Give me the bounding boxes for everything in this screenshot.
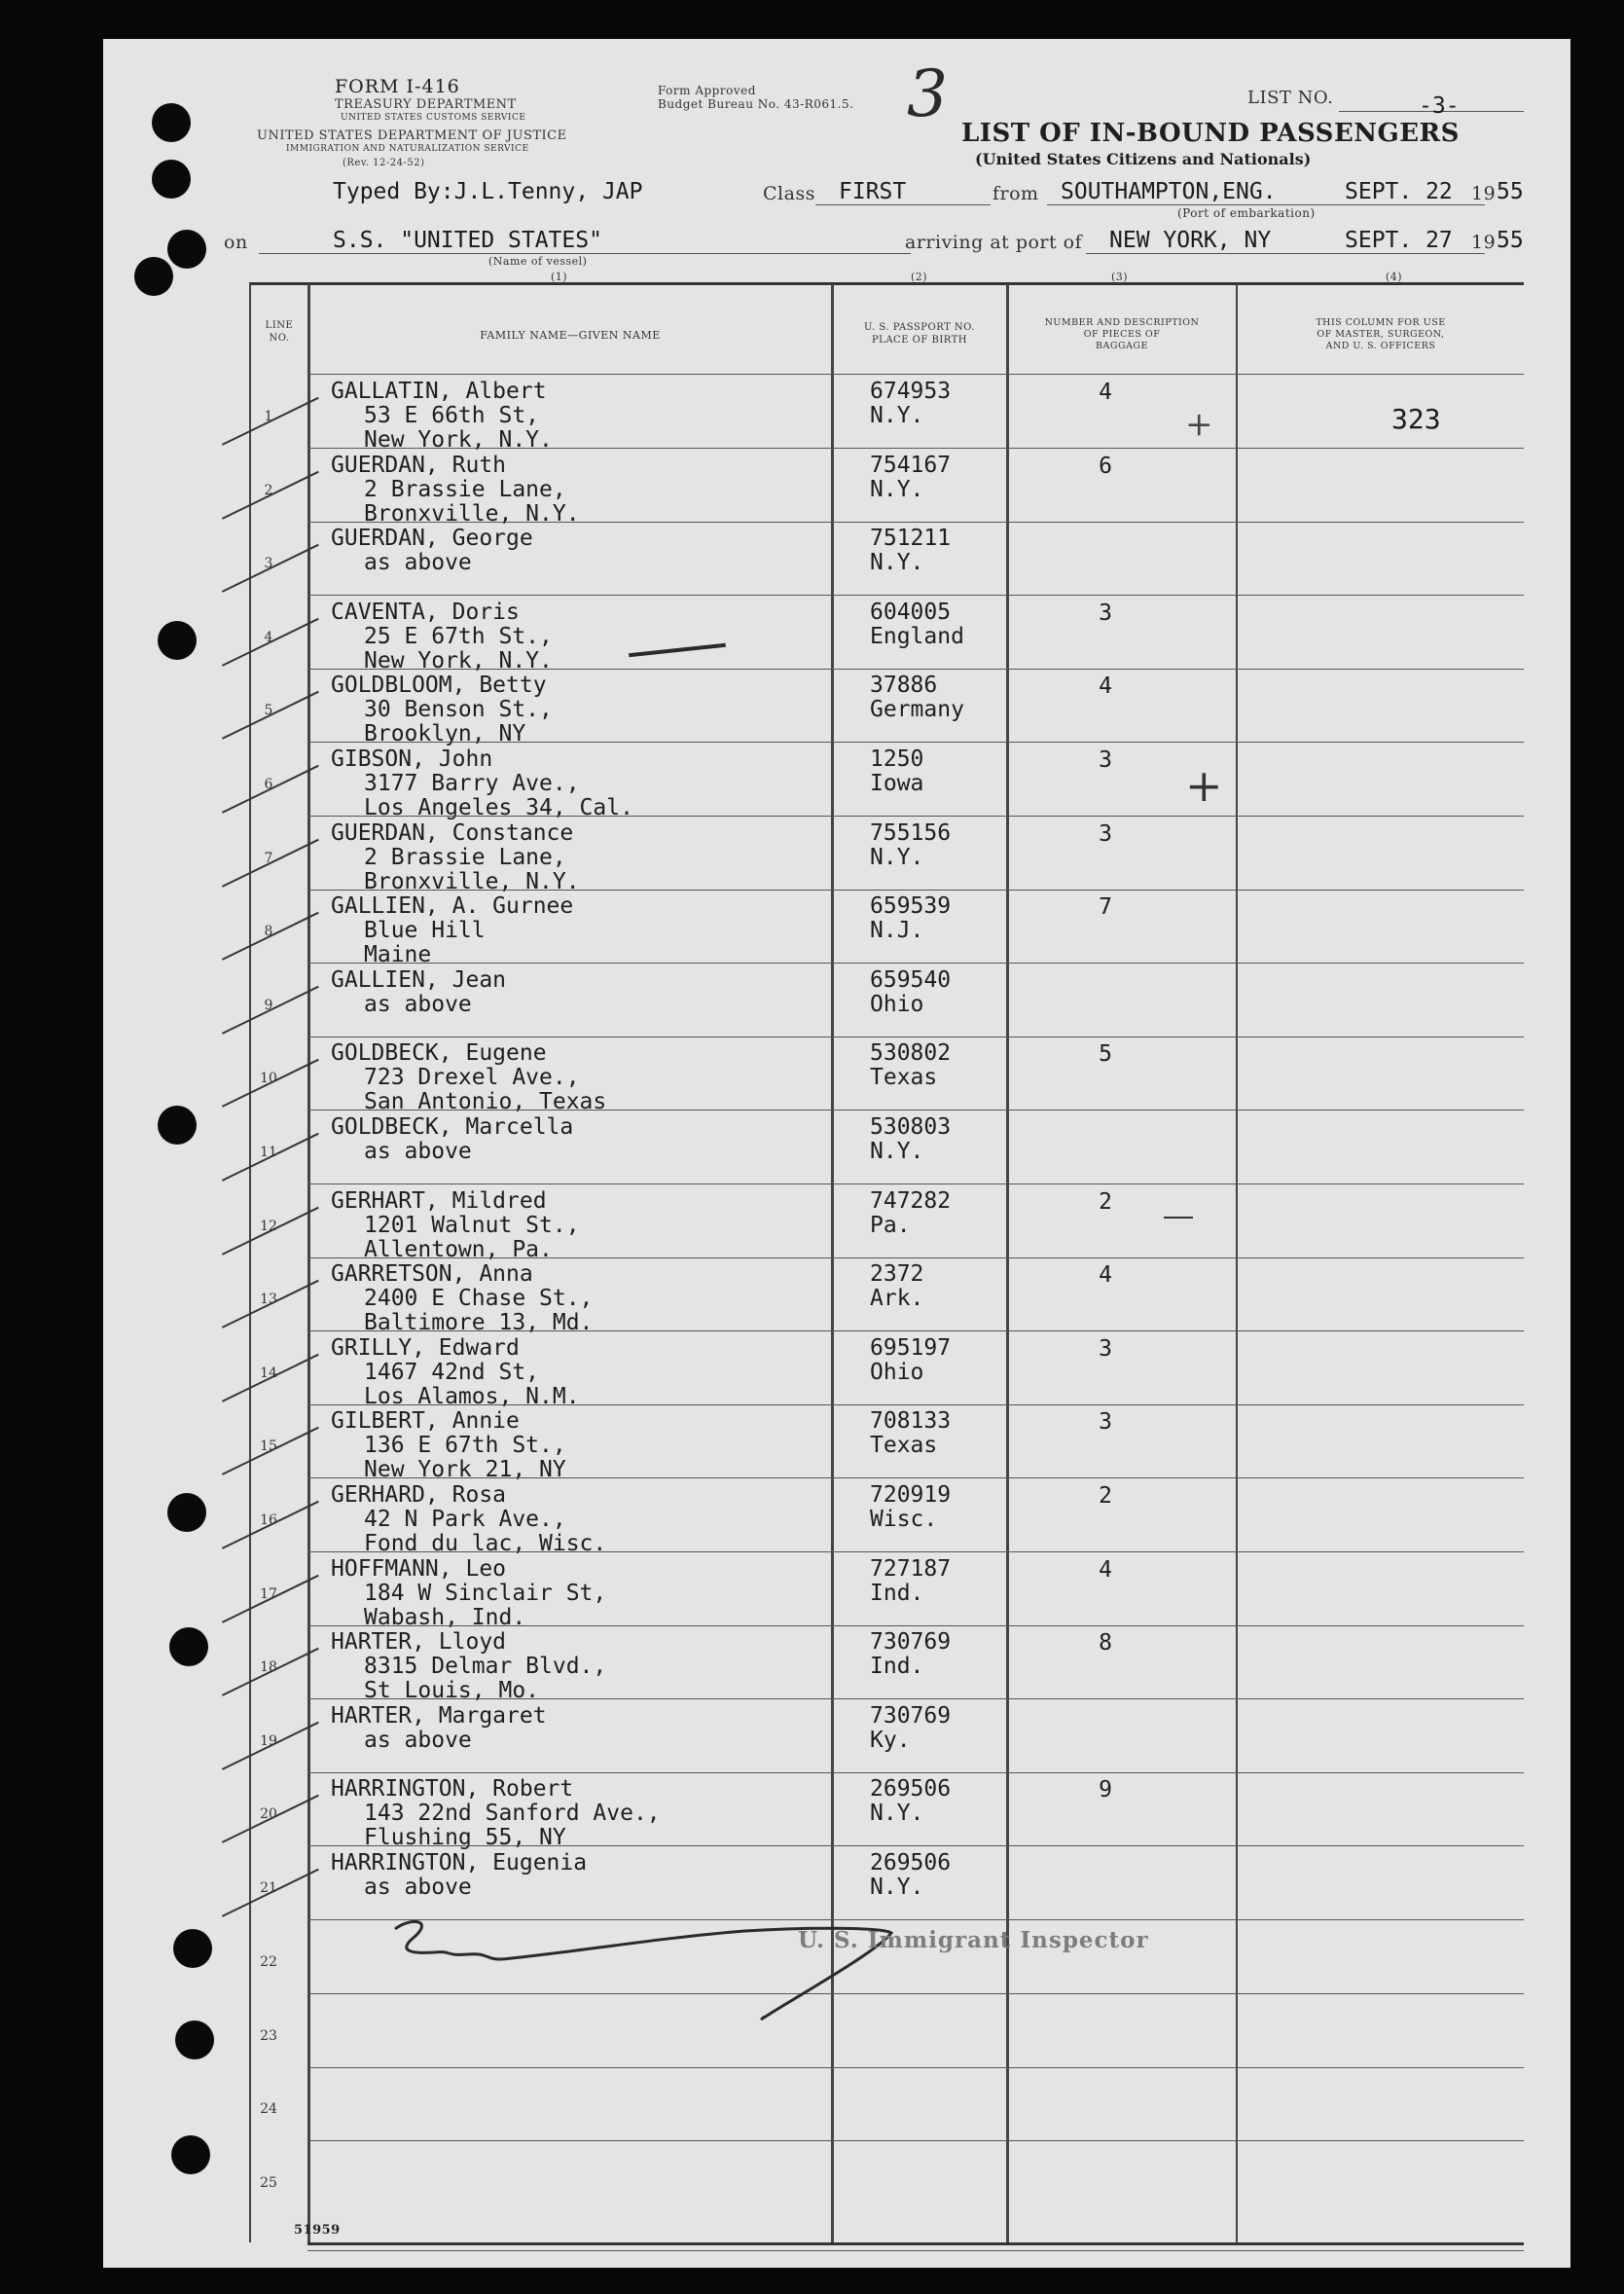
passenger-name: GERHARD, Rosa [331,1482,507,1508]
passenger-address-2: San Antonio, Texas [364,1089,607,1114]
passenger-name: GALLIEN, A. Gurnee [331,893,574,919]
passport-number: 727187 [870,1556,952,1582]
column-ref-4: (4) [1386,271,1403,283]
passport-number: 730769 [870,1703,952,1729]
baggage-count: 2 [1099,1189,1112,1215]
passenger-address-2: Bronxville, N.Y. [364,501,580,527]
baggage-count: 3 [1099,747,1112,773]
passenger-entry [331,1409,566,1482]
from-year: 55 [1497,179,1524,204]
table-row [103,889,1570,967]
check-mark [222,986,319,1035]
passenger-address-1: as above [364,1139,472,1164]
passport-entry [870,747,923,796]
passenger-name: GALLATIN, Albert [331,379,547,404]
customs-service: UNITED STATES CUSTOMS SERVICE [341,113,526,123]
passenger-entry [331,1483,606,1556]
table-row [103,1183,1570,1262]
passport-number: 747282 [870,1188,952,1214]
list-no-label: LIST NO. [1247,88,1334,108]
table-row [103,668,1570,746]
place-of-birth: Ind. [870,1581,924,1606]
passenger-entry [331,527,533,575]
baggage-count: 8 [1099,1630,1112,1656]
passenger-entry [331,1704,547,1753]
table-row [103,1771,1570,1850]
baggage-count: 5 [1099,1041,1112,1067]
passenger-address-1: 143 22nd Sanford Ave., [364,1801,661,1826]
line-number: 25 [260,2175,277,2191]
passport-entry [870,1115,951,1164]
on-label: on [224,232,248,253]
line-number: 9 [264,998,273,1013]
passenger-name: GUERDAN, Ruth [331,453,507,478]
passport-entry [870,1557,951,1606]
passenger-address-1: 1467 42nd St, [364,1360,540,1385]
line-number: 11 [260,1145,277,1160]
col-header-line-no: LINE NO. [265,320,294,344]
place-of-birth: Ark. [870,1286,924,1311]
passenger-name: GOLDBECK, Eugene [331,1040,547,1066]
passport-number: 269506 [870,1776,952,1802]
table-row [103,1036,1570,1114]
passenger-name: GALLIEN, Jean [331,967,507,993]
passenger-name: HARRINGTON, Eugenia [331,1850,588,1875]
check-mark [222,1575,319,1623]
passport-number: 1250 [870,746,924,772]
handwritten-mark: + [1185,759,1223,812]
line-number: 24 [260,2101,277,2117]
passport-entry [870,527,951,575]
list-no-value: -3- [1419,93,1460,119]
handwritten-mark: + [1185,405,1213,444]
passenger-address-1: 2 Brassie Lane, [364,477,566,502]
line-number: 14 [260,1365,277,1381]
port-of-embarkation-note: (Port of embarkation) [1177,206,1316,220]
place-of-birth: Wisc. [870,1507,938,1532]
passport-entry [870,674,964,722]
vessel-note: (Name of vessel) [488,255,588,268]
baggage-count: 4 [1099,1557,1112,1583]
place-of-birth: N.Y. [870,403,924,428]
punch-hole [134,257,173,296]
passport-number: 659539 [870,893,952,919]
line-number: 10 [260,1071,277,1086]
punch-hole [152,160,191,199]
passport-entry [870,1777,951,1826]
column-ref-2: (2) [911,271,928,283]
passport-number: 674953 [870,379,952,404]
passenger-entry [331,821,580,894]
table-row [103,1403,1570,1482]
vessel-name: S.S. "UNITED STATES" [333,228,602,253]
punch-hole [152,103,191,142]
ins-service: IMMIGRATION AND NATURALIZATION SERVICE [286,144,529,154]
passenger-address-1: 1201 Walnut St., [364,1213,580,1238]
passenger-address-1: 2400 E Chase St., [364,1286,594,1311]
passport-entry [870,1041,951,1090]
check-mark [222,1207,319,1256]
line-number: 4 [264,630,273,645]
from-date: SEPT. 22 [1345,179,1453,204]
passport-entry [870,1189,951,1238]
passenger-address-1: 136 E 67th St., [364,1433,566,1458]
place-of-birth: Germany [870,697,964,722]
passport-entry [870,1483,951,1532]
place-of-birth: N.J. [870,918,924,943]
line-number: 15 [260,1438,277,1454]
check-mark [222,1501,319,1549]
column-ref-1: (1) [551,271,568,283]
passenger-address-2: New York 21, NY [364,1457,566,1482]
passenger-entry [331,1262,593,1335]
passenger-entry [331,894,573,967]
baggage-count: 3 [1099,1336,1112,1362]
passenger-address-1: as above [364,550,472,575]
passenger-name: GRILLY, Edward [331,1335,520,1361]
passenger-name: HARTER, Margaret [331,1703,547,1729]
line-number: 6 [264,777,273,792]
passenger-name: GILBERT, Annie [331,1408,520,1434]
arriving-label: arriving at port of [905,232,1083,253]
passenger-entry [331,454,580,527]
line-number: 22 [260,1954,277,1970]
footer-code: 51959 [294,2223,341,2238]
passenger-entry [331,380,553,453]
baggage-count: 3 [1099,1409,1112,1435]
passenger-name: GOLDBECK, Marcella [331,1114,574,1140]
passenger-address-2: Los Angeles 34, Cal. [364,795,633,820]
passenger-address-2: Wabash, Ind. [364,1605,526,1630]
passenger-address-1: as above [364,992,472,1017]
table-row-empty [103,2140,1570,2214]
table-row [103,1477,1570,1556]
passenger-name: GUERDAN, Constance [331,820,574,846]
from-year-prefix: 19 [1471,183,1497,204]
handwritten-dash [1164,1217,1193,1219]
baggage-count: 3 [1099,821,1112,847]
place-of-birth: N.Y. [870,1875,924,1900]
passenger-entry [331,1189,580,1262]
document-title: LIST OF IN-BOUND PASSENGERS [961,119,1460,148]
check-mark [222,544,319,593]
col-header-name: FAMILY NAME—GIVEN NAME [480,329,661,342]
passenger-entry [331,968,506,1017]
baggage-count: 3 [1099,601,1112,626]
check-mark [222,1427,319,1475]
check-mark [222,1648,319,1696]
from-port: SOUTHAMPTON,ENG. [1061,179,1277,204]
passenger-address-1: 3177 Barry Ave., [364,771,580,796]
passenger-entry [331,1115,573,1164]
baggage-count: 2 [1099,1483,1112,1509]
place-of-birth: Texas [870,1065,938,1090]
line-number: 23 [260,2028,277,2044]
passenger-name: GARRETSON, Anna [331,1261,533,1287]
table-row [103,1256,1570,1335]
table-row [103,816,1570,894]
passenger-name: GOLDBLOOM, Betty [331,673,547,698]
document-subtitle: (United States Citizens and Nationals) [975,150,1312,168]
passport-number: 751211 [870,526,952,551]
check-mark [222,765,319,814]
passport-number: 708133 [870,1408,952,1434]
column-ref-3: (3) [1111,271,1129,283]
check-mark [222,1280,319,1329]
col-header-passport: U. S. PASSPORT NO. PLACE OF BIRTH [864,322,975,346]
passport-number: 530802 [870,1040,952,1066]
line-number: 20 [260,1806,277,1822]
manifest-page [103,39,1570,2268]
check-mark [222,691,319,740]
passenger-address-2: New York, N.Y. [364,648,553,674]
passenger-address-2: Allentown, Pa. [364,1237,553,1262]
passport-number: 2372 [870,1261,924,1287]
passenger-address-2: Baltimore 13, Md. [364,1310,594,1335]
check-mark [222,1869,319,1917]
passport-entry [870,454,951,502]
passenger-name: GUERDAN, George [331,526,533,551]
passport-entry [870,1851,951,1900]
col-header-officers: THIS COLUMN FOR USE OF MASTER, SURGEON, AND U. S. OFFICERS [1316,317,1446,351]
handwritten-page-mark: 3 [907,56,948,131]
check-mark [222,1133,319,1182]
check-mark [222,471,319,520]
passport-number: 659540 [870,967,952,993]
passenger-entry [331,1336,580,1409]
line-number: 13 [260,1292,277,1307]
passenger-address-1: 25 E 67th St., [364,624,553,649]
table-row [103,1624,1570,1703]
inspector-stamp: U. S. Immigrant Inspector [798,1927,1149,1953]
passenger-address-1: 2 Brassie Lane, [364,845,566,870]
baggage-count: 7 [1099,894,1112,920]
passport-number: 720919 [870,1482,952,1508]
passport-entry [870,894,951,943]
col-header-baggage: NUMBER AND DESCRIPTION OF PIECES OF BAGGAGE [1044,317,1200,351]
table-row [103,742,1570,820]
check-mark [222,1059,319,1108]
passenger-address-2: Brooklyn, NY [364,721,526,746]
line-number: 3 [264,556,273,571]
line-number: 5 [264,703,273,718]
passenger-address-2: Maine [364,942,432,967]
table-row [103,521,1570,595]
table-row [103,595,1570,674]
passport-number: 754167 [870,453,952,478]
place-of-birth: Ky. [870,1728,911,1753]
baggage-count: 4 [1099,674,1112,699]
passenger-name: CAVENTA, Doris [331,600,520,625]
baggage-count: 9 [1099,1777,1112,1802]
passenger-address-1: 723 Drexel Ave., [364,1065,580,1090]
check-mark [222,618,319,667]
line-number: 7 [264,851,273,866]
passenger-address-2: Los Alamos, N.M. [364,1384,580,1409]
passenger-address-2: Fond du lac, Wisc. [364,1531,607,1556]
passenger-entry [331,1777,661,1850]
punch-hole [167,230,206,269]
passport-entry [870,1630,951,1679]
table-row [103,1698,1570,1772]
arrival-year-prefix: 19 [1471,232,1497,253]
passenger-address-1: 53 E 66th St, [364,403,540,428]
officer-note: 323 [1391,403,1441,435]
passenger-entry [331,1630,606,1703]
place-of-birth: N.Y. [870,550,924,575]
line-number: 1 [264,409,273,424]
passenger-address-2: Bronxville, N.Y. [364,869,580,894]
place-of-birth: Pa. [870,1213,911,1238]
passport-number: 695197 [870,1335,952,1361]
passenger-address-1: 184 W Sinclair St, [364,1581,607,1606]
check-mark [222,839,319,888]
passenger-address-2: St Louis, Mo. [364,1678,540,1703]
passport-entry [870,1704,951,1753]
passenger-address-1: 30 Benson St., [364,697,553,722]
table-row [103,448,1570,527]
passport-number: 730769 [870,1629,952,1655]
passenger-entry [331,1851,587,1900]
table-row [103,1551,1570,1630]
table-row [103,1330,1570,1409]
check-mark [222,1354,319,1402]
place-of-birth: N.Y. [870,845,924,870]
passport-number: 530803 [870,1114,952,1140]
table-row [103,1110,1570,1183]
check-mark [222,1795,319,1843]
line-number: 2 [264,483,273,498]
from-label: from [992,183,1039,204]
baggage-count: 4 [1099,380,1112,405]
passenger-address-1: as above [364,1875,472,1900]
baggage-count: 4 [1099,1262,1112,1288]
passenger-address-2: New York, N.Y. [364,427,553,453]
baggage-count: 6 [1099,454,1112,479]
passenger-name: GIBSON, John [331,746,493,772]
table-row [103,963,1570,1037]
line-number: 8 [264,924,273,939]
passenger-address-1: 8315 Delmar Blvd., [364,1654,607,1679]
treasury-dept: TREASURY DEPARTMENT [335,97,517,112]
line-number: 21 [260,1880,277,1896]
passport-entry [870,1409,951,1458]
place-of-birth: N.Y. [870,1801,924,1826]
place-of-birth: England [870,624,964,649]
passenger-address-1: 42 N Park Ave., [364,1507,566,1532]
form-approved: Form Approved [658,84,756,97]
arrival-date: SEPT. 27 [1345,228,1453,253]
passport-number: 604005 [870,600,952,625]
passenger-address-2: Flushing 55, NY [364,1825,566,1850]
place-of-birth: Ohio [870,992,924,1017]
passenger-entry [331,601,553,674]
line-number: 19 [260,1733,277,1749]
table-row-empty [103,2066,1570,2140]
check-mark [222,397,319,446]
place-of-birth: Texas [870,1433,938,1458]
passport-number: 269506 [870,1850,952,1875]
check-mark [222,912,319,961]
justice-dept: UNITED STATES DEPARTMENT OF JUSTICE [257,128,567,143]
form-revision: (Rev. 12-24-52) [343,158,425,168]
passenger-name: HOFFMANN, Leo [331,1556,507,1582]
passport-entry [870,1336,951,1385]
passenger-entry [331,674,553,746]
passenger-entry [331,747,633,820]
arrival-year: 55 [1497,228,1524,253]
typed-by: Typed By:J.L.Tenny, JAP [333,179,643,204]
place-of-birth: Iowa [870,771,924,796]
passport-number: 37886 [870,673,938,698]
check-mark [222,1722,319,1770]
line-number: 16 [260,1512,277,1528]
line-number: 17 [260,1586,277,1602]
line-number: 12 [260,1219,277,1234]
passport-number: 755156 [870,820,952,846]
passport-entry [870,601,964,649]
passenger-address-1: as above [364,1728,472,1753]
arrival-port: NEW YORK, NY [1109,228,1272,253]
place-of-birth: N.Y. [870,477,924,502]
place-of-birth: Ohio [870,1360,924,1385]
passport-entry [870,821,951,870]
class-value: FIRST [839,179,907,204]
place-of-birth: N.Y. [870,1139,924,1164]
passenger-entry [331,1041,606,1114]
budget-bureau: Budget Bureau No. 43-R061.5. [658,97,854,111]
class-label: Class [763,183,815,204]
passenger-name: GERHART, Mildred [331,1188,547,1214]
passenger-name: HARRINGTON, Robert [331,1776,574,1802]
form-number: FORM I-416 [335,76,460,97]
passport-entry [870,1262,923,1311]
place-of-birth: Ind. [870,1654,924,1679]
passenger-entry [331,1557,606,1630]
passport-entry [870,380,951,428]
table-row [103,374,1570,453]
passport-entry [870,968,951,1017]
passenger-address-1: Blue Hill [364,918,486,943]
line-number: 18 [260,1659,277,1675]
passenger-name: HARTER, Lloyd [331,1629,507,1655]
